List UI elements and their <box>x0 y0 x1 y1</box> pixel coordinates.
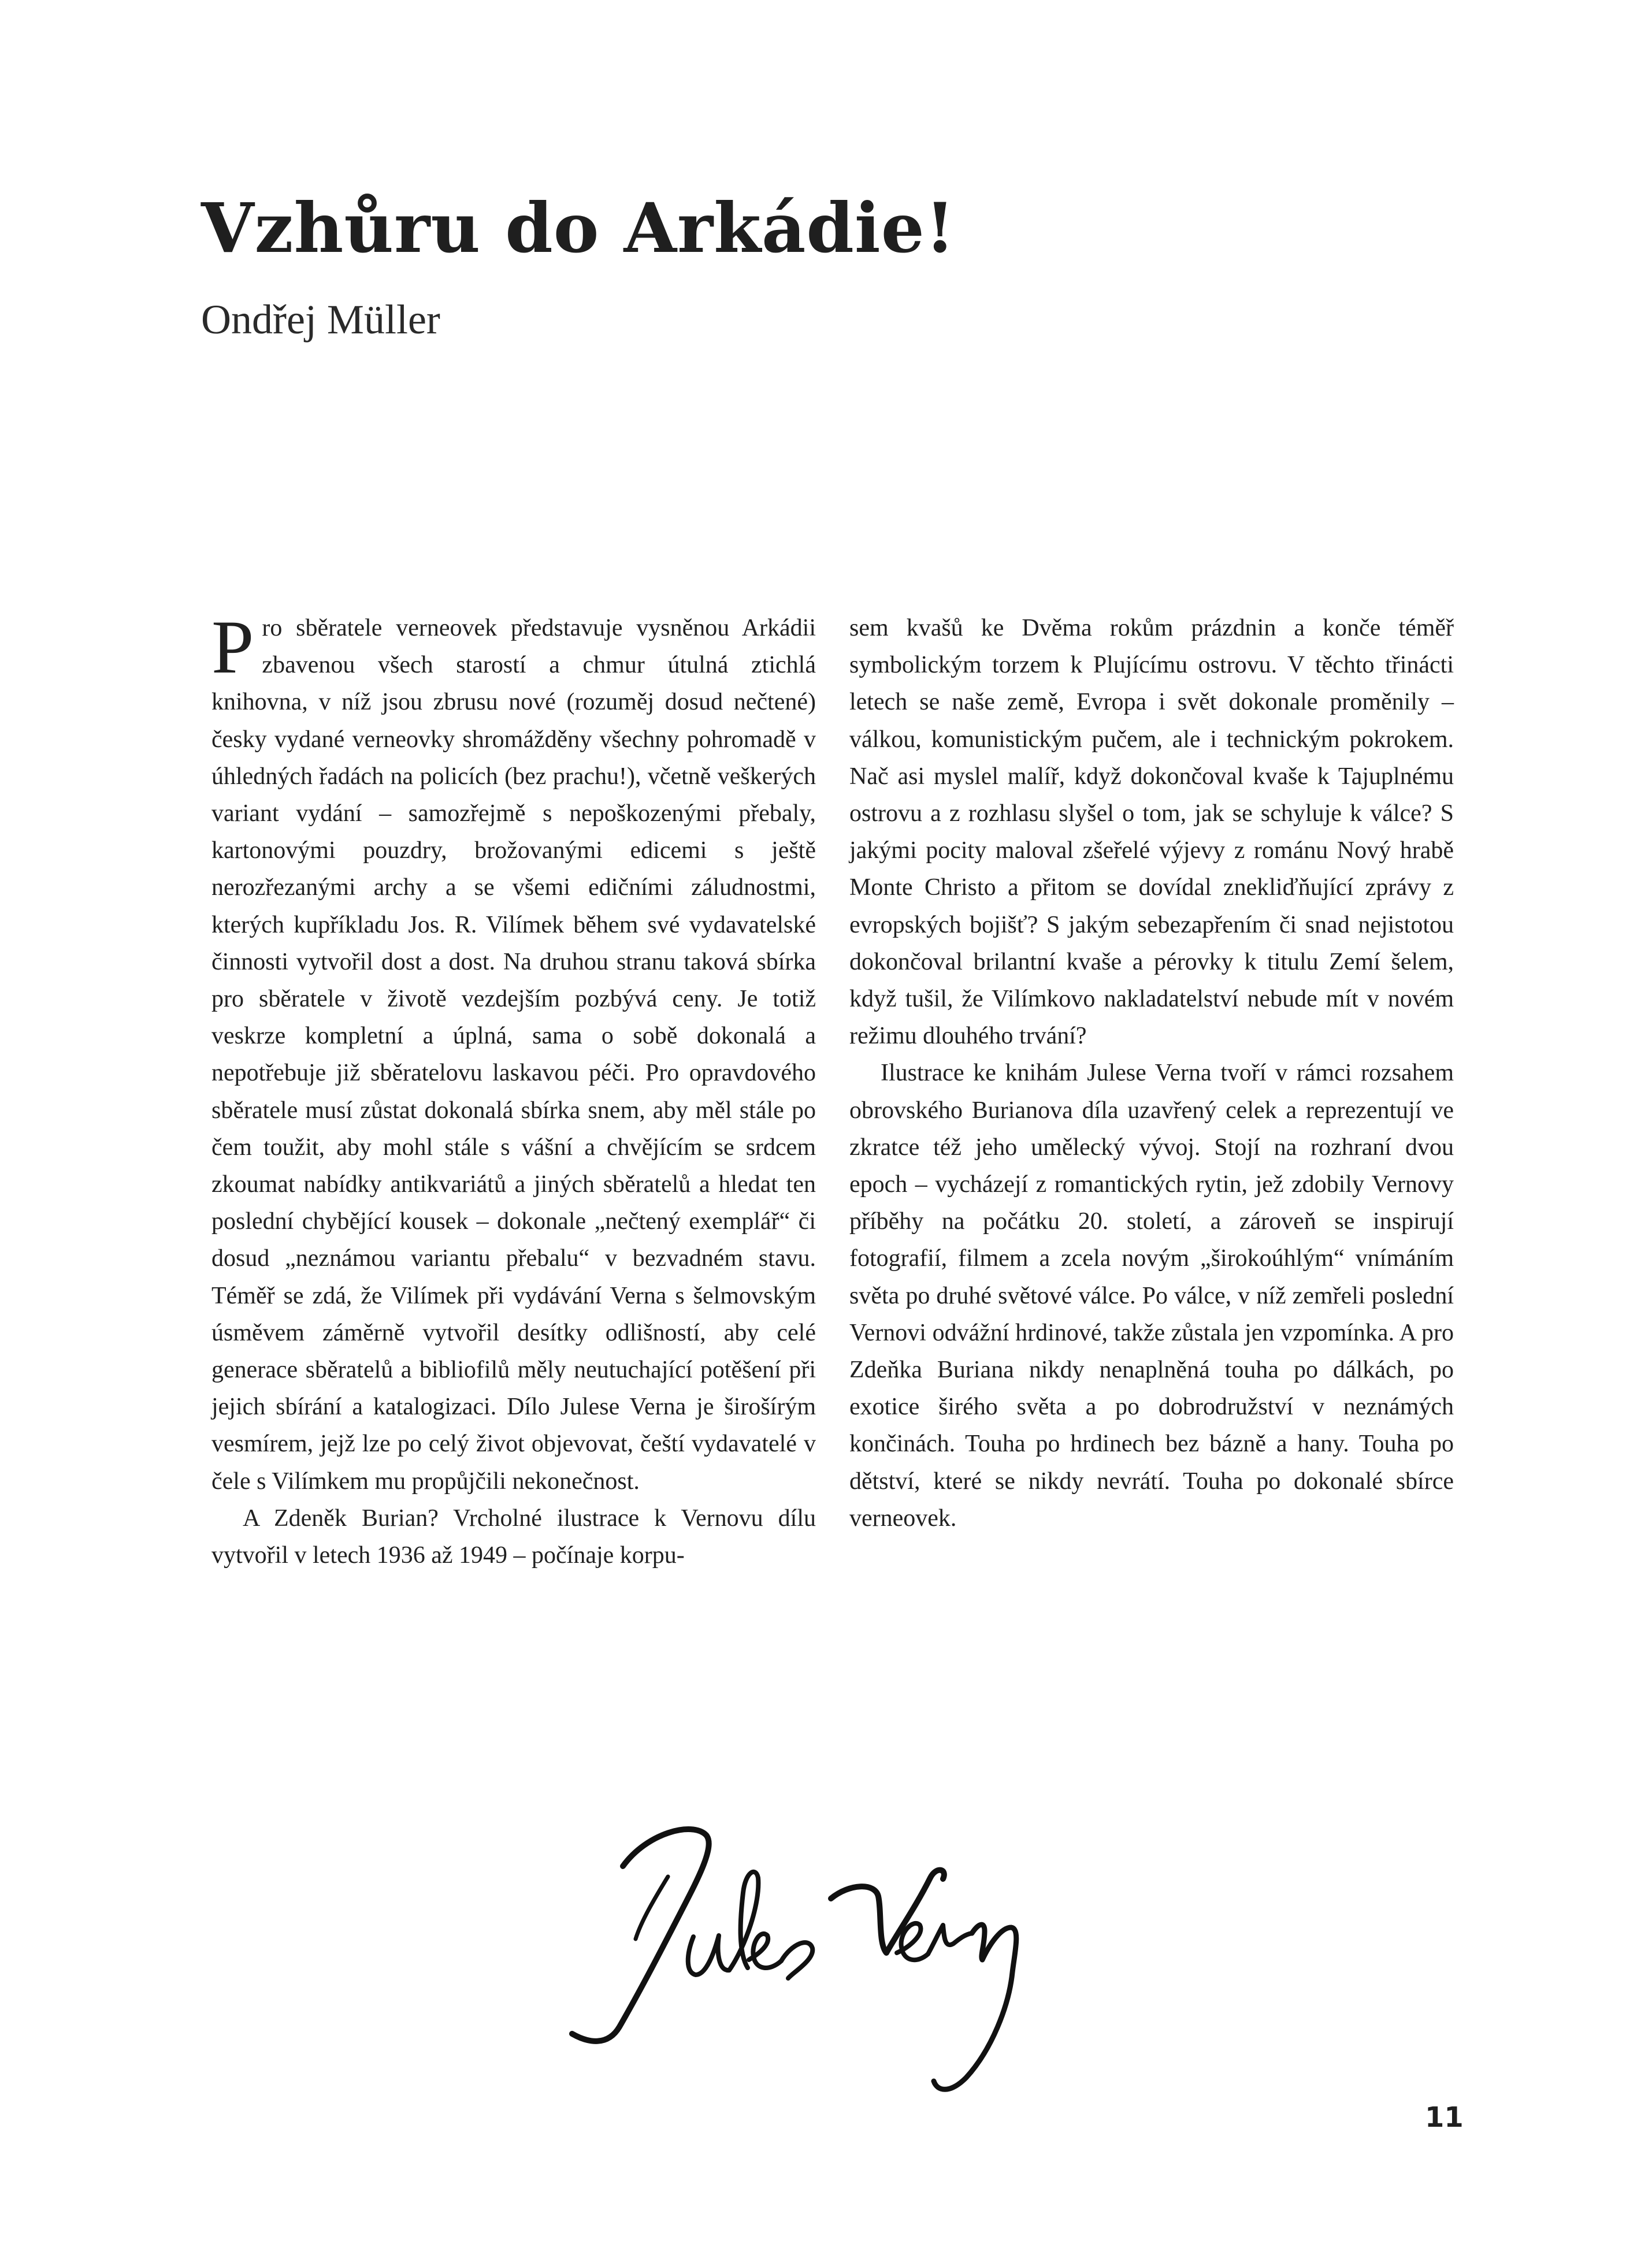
paragraph-3: sem kvašů ke Dvěma rokům prázdnin a konče téměř symbolickým torzem k Plujícímu ostrovu. V těchto třinácti letech se naše země, Evropa i svět dokonale proměnily – válkou, komunistickým pučem, ale i technickým pokrokem. Nač asi myslel malíř, když dokončoval kvaše k Tajuplnému ostrovu a z rozhlasu slyšel o tom, jak se schyluje k válce? S jakými pocity maloval zšeřelé výjevy z románu Nový hrabě Monte Christo a přitom se dovídal znekliďňující zprávy z evropských bojišť? S jakým sebezapřením či snad nejistotou dokončoval brilantní kvaše a pérovky k titulu Zemí šelem, když tušil, že Vilímkovo nakladatelství nebude mít v novém režimu dlouhého trvání? <box>849 615 1454 1050</box>
drop-cap: P <box>211 604 254 689</box>
paragraph-1 <box>211 604 816 1500</box>
page-number: 11 <box>1425 2101 1464 2134</box>
article-author: Ondřej Müller <box>201 296 440 343</box>
text-column-left <box>211 604 816 1574</box>
article-title: Vzhůru do Arkádie! <box>201 188 956 268</box>
jules-verne-signature-icon <box>555 1780 1063 2115</box>
paragraph-4: Ilustrace ke knihám Julese Verna tvoří v rámci rozsahem obrovského Burianova díla uzavřený celek a reprezentují ve zkratce též jeho umělecký vývoj. Stojí na rozhraní dvou epoch – vycházejí z romantických rytin, jež zdobily Vernovy příběhy na počátku 20. století, a zároveň se inspirují fotografií, filmem a zcela novým „širokoúhlým“ vnímáním světa po druhé světové válce. Po válce, v níž zemřeli poslední Vernovi odvážní hrdinové, takže zůstala jen vzpomínka. A pro Zdeňka Buriana nikdy nenaplněná touha po dálkách, po exotice širého světa a po dobrodružství v neznámých končinách. Touha po hrdinech bez bázně a hany. Touha po dětství, které se nikdy nevrátí. Touha po dokonalé sbírce verneovek. <box>849 1060 1454 1532</box>
paragraph-1-text: ro sběratele verneovek představuje vysněnou Arkádii zbavenou všech starostí a chmur útulná ztichlá knihovna, v níž jsou zbrusu nové (rozuměj dosud nečtené) česky vydané verneovky shromážděny všechny pohromadě v úhledných řadách na policích (bez prachu!), včetně veškerých variant vydání – samozřejmě s nepoškozenými přebaly, kartonovými pouzdry, brožovanými edicemi s ještě nerozřezanými archy a se všemi edičními záludnostmi, kterých kupříkladu Jos. R. Vilímek během své vydavatelské činnosti vytvořil dost a dost. Na druhou stranu taková sbírka pro sběratele v životě vezdejším pozbývá ceny. Je totiž veskrze kompletní a úplná, sama o sobě dokonalá a nepotřebuje již sběratelovu laskavou péči. Pro opravdového sběratele musí zůstat dokonalá sbírka snem, aby měl stále po čem toužit, aby mohl stále s vášní a chvějícím se srdcem zkoumat nabídky antikvariátů a jiných sběratelů a hledat ten poslední chybějící kousek – dokonale „nečtený exemplář“ či dosud „neznámou variantu přebalu“ v bezvadném stavu. Téměř se zdá, že Vilímek při vydávání Verna s šelmovským úsměvem záměrně vytvořil desítky odlišností, aby celé generace sběratelů a bibliofilů měly neutuchající potěšení při jejich sbírání a katalogizaci. Dílo Julese Verna je širošírým vesmírem, jejž lze po celý život objevovat, čeští vydavatelé v čele s Vilímkem mu propůjčili nekonečnost. <box>211 615 816 1495</box>
text-column-right <box>849 610 1454 1537</box>
paragraph-2: A Zdeněk Burian? Vrcholné ilustrace k Vernovu dílu vytvořil v letech 1936 až 1949 – počínaje korpu- <box>211 1505 816 1569</box>
